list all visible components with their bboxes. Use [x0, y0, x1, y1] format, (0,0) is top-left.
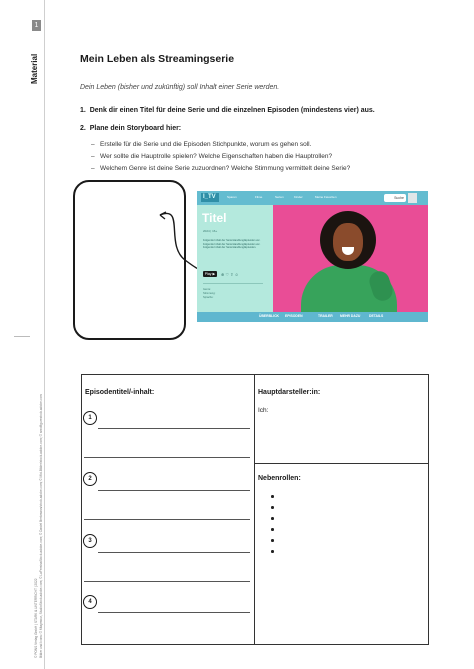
mockup-tab: MEHR DAZU [340, 314, 361, 318]
mockup-info-panel [197, 205, 273, 312]
bullet-dot [271, 506, 274, 509]
credits-line-2: Bilder und Icons: © Mtaymour, StudioStock.adobe.com; © LaFeminaStock.adobe.com; © Daniel Berkmann/stock.adobe.com; © Mkt-Bilder/stock.adobe.com; © smolfigurestock.adobe.com [38, 394, 43, 658]
task-2-number: 2. [80, 125, 86, 132]
mockup-tab: EPISODEN [285, 314, 303, 318]
margin-divider [44, 0, 45, 669]
mockup-tab: ÜBERBLICK [259, 314, 279, 318]
mockup-extra-info: Genre: Stimmung: Sprache: [203, 288, 216, 299]
mockup-menu-item: Kinder [294, 195, 303, 199]
bullet-marker: – [91, 141, 95, 148]
page-subtitle: Dein Leben (bisher und zukünftig) soll Inhalt einer Serie werden. [80, 84, 280, 91]
mockup-search: Suche [384, 194, 406, 202]
writing-line[interactable] [98, 552, 250, 553]
main-cast-header: Hauptdarsteller:in: [258, 389, 321, 396]
bullet-text: Welchem Genre ist deine Serie zuzuordnen? Welche Stimmung vermittelt deine Serie? [100, 165, 351, 172]
bullet-dot [271, 528, 274, 531]
writing-line[interactable] [98, 490, 250, 491]
writing-line[interactable] [98, 428, 250, 429]
mockup-menu-item: Serien [275, 195, 284, 199]
task-1-number: 1. [80, 107, 86, 114]
task-2-text: Plane dein Storyboard hier: [89, 125, 182, 132]
writing-line[interactable] [84, 519, 250, 520]
episode-number-circle: 4 [83, 595, 97, 609]
mockup-description: Folgende Inhalt der Serie/Handlung/Episoden etc. Folgende Inhalt der Serie/Handlung/Episoden etc. Folgende Inhalt der Serie/Handlung/Episoden. [203, 239, 261, 250]
mockup-play-button: Play ▶ [204, 272, 216, 276]
task-1 [80, 107, 375, 114]
margin-tick [14, 336, 30, 337]
bullet-text: Wer sollte die Hauptrolle spielen? Welche Eigenschaften haben die Hauptrollen? [100, 153, 333, 160]
section-label: Material [30, 53, 39, 84]
mockup-hero-image [273, 205, 428, 312]
mockup-meta: 2024 | 16+ [203, 229, 218, 233]
mockup-tab: DETAILS [369, 314, 384, 318]
mockup-divider [203, 283, 263, 284]
bullet-dot [271, 517, 274, 520]
avatar [408, 193, 417, 203]
table-row-divider [254, 463, 428, 464]
writing-line[interactable] [84, 581, 250, 582]
mockup-title: Titel [202, 211, 227, 225]
bullet-text: Erstelle für die Serie und die Episoden Stichpunkte, worum es gehen soll. [100, 141, 312, 148]
mockup-tabs [197, 312, 428, 322]
person-face [333, 223, 363, 261]
bullet-2 [91, 153, 332, 160]
episode-number-circle: 1 [83, 411, 97, 425]
mockup-navbar [197, 191, 428, 205]
main-cast-value: Ich: [258, 407, 269, 414]
bullet-1 [91, 141, 311, 148]
streaming-mockup [197, 191, 428, 322]
writing-line[interactable] [84, 457, 250, 458]
task-1-text: Denk dir einen Titel für deine Serie und die einzelnen Episoden (mindestens vier) aus. [89, 107, 375, 114]
mockup-menu-item: Filme [255, 195, 263, 199]
mockup-menu-item: Sparen [227, 195, 237, 199]
mockup-logo: I_TV [201, 193, 219, 202]
episode-number-circle: 3 [83, 534, 97, 548]
task-2 [80, 125, 181, 132]
mockup-menu-item: Meine Favoriten [315, 195, 337, 199]
credits-line-1: © PONS Verlag GmbH | STARK & UNTERRICHT | 2022 [34, 578, 38, 658]
episode-header: Episodentitel/-inhalt: [85, 389, 155, 396]
bullet-marker: – [91, 153, 95, 160]
episode-table [81, 374, 429, 645]
bullet-3 [91, 165, 350, 172]
mockup-action-icons: ⊕ ♡ ⇪ ☺ [221, 272, 239, 277]
bullet-marker: – [91, 165, 95, 172]
mockup-tab: TRAILER [318, 314, 333, 318]
page-number: 1 [32, 20, 41, 31]
credits [34, 278, 44, 658]
bullet-dot [271, 539, 274, 542]
side-roles-header: Nebenrollen: [258, 475, 301, 482]
episode-number-circle: 2 [83, 472, 97, 486]
bullet-dot [271, 495, 274, 498]
writing-line[interactable] [98, 612, 250, 613]
page-title: Mein Leben als Streamingserie [80, 53, 235, 65]
bullet-dot [271, 550, 274, 553]
table-column-divider [254, 375, 255, 644]
